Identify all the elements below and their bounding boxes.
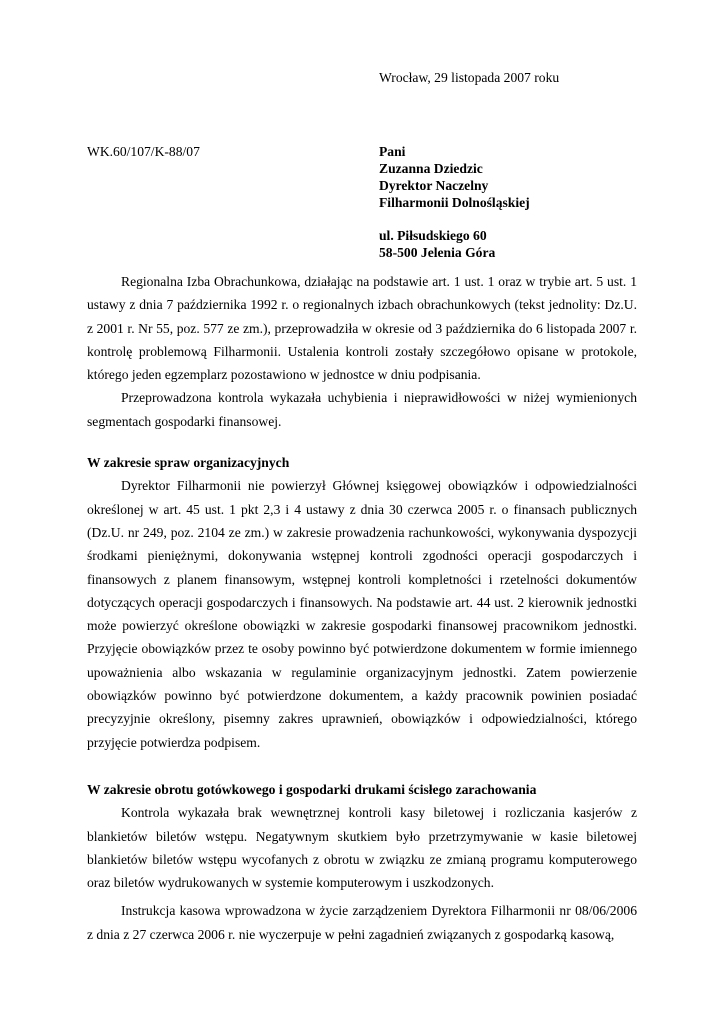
addressee-position: Dyrektor Naczelny [379,178,489,193]
letter-body [87,270,637,946]
place-date: Wrocław, 29 listopada 2007 roku [379,70,560,85]
intro-paragraph-2: Przeprowadzona kontrola wykazała uchybienia i nieprawidłowości w niżej wymienionych segmentach gospodarki finansowej. [87,390,637,429]
addressee-block [379,143,530,261]
addressee-institution: Filharmonii Dolnośląskiej [379,195,530,210]
section-organizational-paragraph: Dyrektor Filharmonii nie powierzył Głównej księgowej obowiązków i odpowiedzialności określonej w art. 45 ust. 1 pkt 2,3 i 4 ustawy z dnia 30 czerwca 2005 r. o finansach publicznych (Dz.U. nr 249, poz. 2104 ze zm.) w zakresie prowadzenia rachunkowości, wykonywania dyspozycji środkami pieniężnymi, dokonywania wstępnej kontroli zgodności operacji gospodarczych i finansowych z planem finansowym, wstępnej kontroli kompletności i rzetelności dokumentów dotyczących operacji gospodarczych i finansowych. Na podstawie art. 44 ust. 2 kierownik jednostki może powierzyć określone obowiązki w zakresie gospodarki finansowej pracownikom jednostki. Przyjęcie obowiązków przez te osoby powinno być potwierdzone dokumentem w formie imiennego upoważnienia albo wskazania w regulaminie organizacyjnym jednostki. Zatem powierzenie obowiązków powinno być potwierdzone dokumentem, a każdy pracownik powinien posiadać precyzyjnie określony, pisemny zakres uprawnień, obowiązków i odpowiedzialności, którego przyjęcie potwierdza podpisem. [87,478,637,750]
section-cash-paragraph-1: Kontrola wykazała brak wewnętrznej kontroli kasy biletowej i rozliczania kasjerów z blankietów biletów wstępu. Negatywnym skutkiem było przetrzymywanie w kasie biletowej blankietów biletów wstępu wycofanych z obrotu w związku ze zmianą programu komputerowego oraz biletów wydrukowanych w systemie komputerowym i uszkodzonych. [87,805,637,891]
reference-number: WK.60/107/K-88/07 [87,144,200,159]
section-cash-paragraph-2: Instrukcja kasowa wprowadzona w życie zarządzeniem Dyrektora Filharmonii nr 08/06/2006 z dnia z 27 czerwca 2006 r. nie wyczerpuje w pełni zagadnień związanych z gospodarką kasową, [87,903,637,942]
addressee-street: ul. Piłsudskiego 60 [379,228,487,243]
section-heading-cash: W zakresie obrotu gotówkowego i gospodarki drukami ścisłego zarachowania [87,781,537,797]
salutation: Pani [379,144,406,159]
addressee-name: Zuzanna Dziedzic [379,161,483,176]
section-heading-organizational: W zakresie spraw organizacyjnych [87,455,290,471]
intro-paragraph-1: Regionalna Izba Obrachunkowa, działając na podstawie art. 1 ust. 1 oraz w trybie art. 5 ust. 1 ustawy z dnia 7 października 1992 r. o regionalnych izbach obrachunkowych (tekst jednolity: Dz.U. z 2001 r. Nr 55, poz. 577 ze zm.), przeprowadziła w okresie od 3 października do 6 listopada 2007 r. kontrolę problemową Filharmonii. Ustalenia kontroli zostały szczegółowo opisane w protokole, którego jeden egzemplarz pozostawiono w jednostce w dniu podpisania. [87,274,637,383]
addressee-city: 58-500 Jelenia Góra [379,245,496,260]
